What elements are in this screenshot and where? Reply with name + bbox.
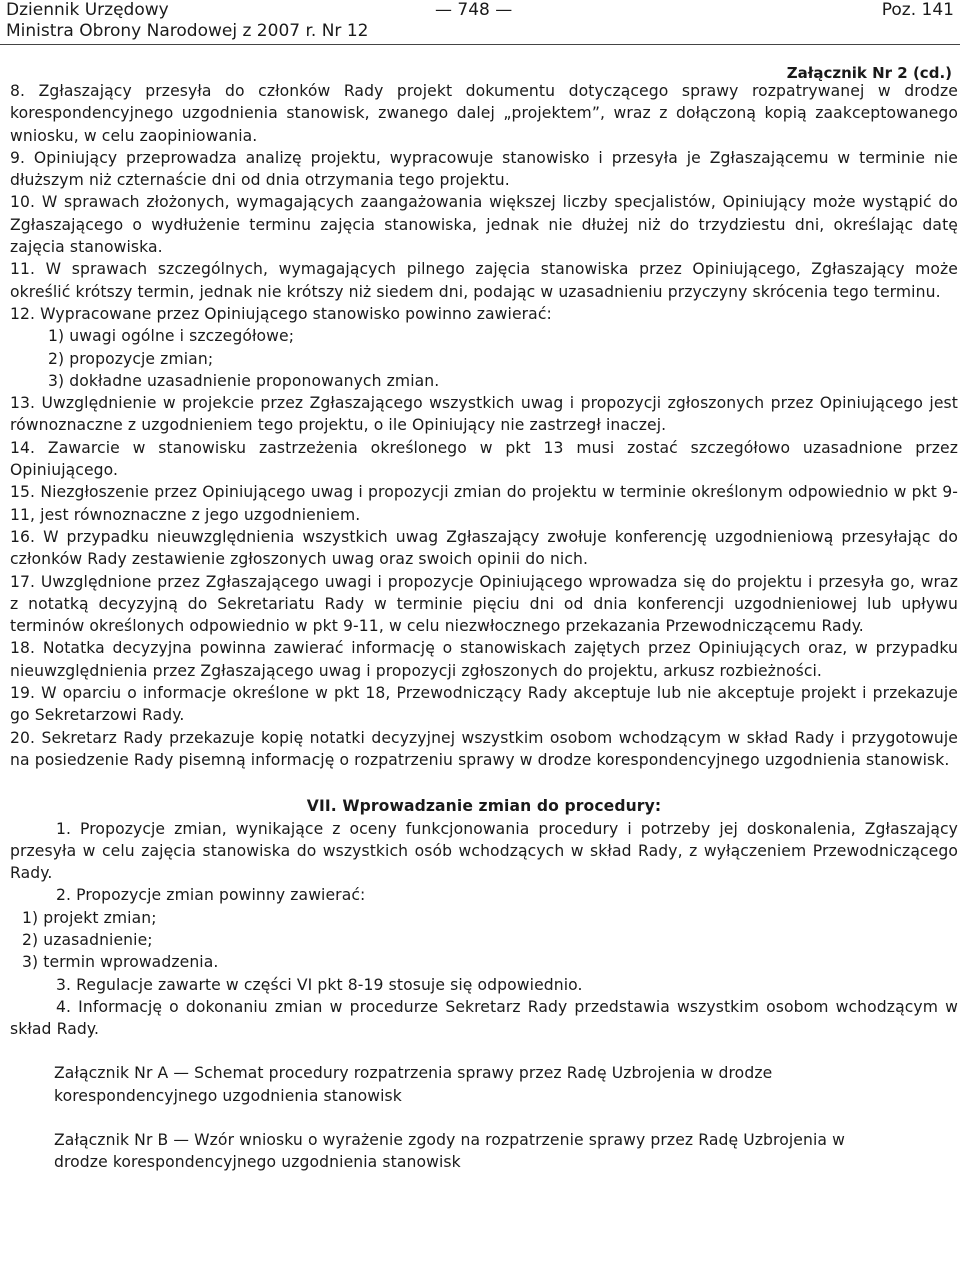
item-number: 10. xyxy=(10,193,36,212)
list-item xyxy=(10,80,958,147)
ministry-line: Ministra Obrony Narodowej z 2007 r. Nr 12 xyxy=(6,21,369,41)
item-text: Zgłaszający przesyła do członków Rady projekt dokumentu dotyczącego sprawy rozpatrywanej w drodze korespondencyjnego uzgodnienia stanowisk, zwanego dalej „projektem”, wraz z dołączoną kopią zaakceptowanego wniosku, w celu zaopiniowania. xyxy=(10,82,958,145)
section-paragraph: 1. Propozycje zmian, wynikające z oceny funkcjonowania procedury i potrzeby jej doskonalenia, Zgłaszający przesyła w celu zajęcia stanowiska do wszystkich osób wchodzących w skład Rady, z wyłączeniem Przewodniczącego Rady. xyxy=(10,819,958,883)
annex-reference-b: Załącznik Nr B — Wzór wniosku o wyrażenie zgody na rozpatrzenie sprawy przez Radę Uzbrojenia w drodze korespondencyjnego uzgodnienia stanowisk xyxy=(54,1131,845,1172)
item-text: W przypadku nieuwzględnienia wszystkich uwag Zgłaszający zwołuje konferencję uzgodnieniową przesyłając do członków Rady zestawienie zgłoszonych uwag oraz swoich opinii do nich. xyxy=(10,527,958,569)
item-text: Notatka decyzyjna powinna zawierać informację o stanowiskach zajętych przez Opiniujących oraz, w przypadku nieuwzględnienia przez Zgłaszającego uwag i propozycji zgłoszonych do projektu, arkusz rozbieżności. xyxy=(10,639,958,680)
page-number: — 748 — xyxy=(435,0,513,20)
section-list-item: 2) uzasadnienie; xyxy=(22,930,153,949)
section-list-item: 3) termin wprowadzenia. xyxy=(22,953,219,972)
section-title: VII. Wprowadzanie zmian do procedury: xyxy=(306,797,662,816)
document-body xyxy=(10,80,958,1174)
item-text: Opiniujący przeprowadza analizę projektu, wypracowuje stanowisko i przesyła je Zgłaszającemu w terminie nie dłuższym niż czternaście dni od dnia otrzymania tego projektu. xyxy=(10,148,958,190)
annex-label: Załącznik Nr 2 (cd.) xyxy=(786,64,952,82)
list-item xyxy=(10,258,958,303)
list-item xyxy=(10,481,958,526)
item-text: W oparciu o informacje określone w pkt 18, Przewodniczący Rady akceptuje lub nie akceptuje projekt i przekazuje go Sekretarzowi Rady. xyxy=(10,684,958,725)
item-number: 15. xyxy=(10,483,36,502)
item-number: 14. xyxy=(10,438,36,457)
list-item xyxy=(10,437,958,482)
item-number: 11. xyxy=(10,260,36,279)
list-item xyxy=(10,303,958,325)
list-item xyxy=(10,571,958,638)
item-number: 8. xyxy=(10,82,26,100)
item-number: 12. xyxy=(10,304,36,323)
item-text: Wypracowane przez Opiniującego stanowisko powinno zawierać: xyxy=(40,304,552,323)
journal-title: Dziennik Urzędowy xyxy=(6,0,169,20)
sub-item: 3) dokładne uzasadnienie proponowanych zmian. xyxy=(48,371,440,390)
item-text: Zawarcie w stanowisku zastrzeżenia określonego w pkt 13 musi zostać szczegółowo uzasadnione przez Opiniującego. xyxy=(10,438,958,480)
item-number: 17. xyxy=(10,572,36,591)
sub-item: 1) uwagi ogólne i szczegółowe; xyxy=(48,327,295,346)
item-text: Niezgłoszenie przez Opiniującego uwag i propozycji zmian do projektu w terminie określonym odpowiednio w pkt 9-11, jest równoznaczne z jego uzgodnieniem. xyxy=(10,483,958,524)
item-number: 20. xyxy=(10,728,36,747)
item-number: 13. xyxy=(10,394,36,413)
section-paragraph: 4. Informację o dokonaniu zmian w procedurze Sekretarz Rady przedstawia wszystkim osobom wchodzącym w skład Rady. xyxy=(10,997,958,1039)
section-paragraph: 2. Propozycje zmian powinny zawierać: xyxy=(56,886,366,905)
item-text: W sprawach szczególnych, wymagających pilnego zajęcia stanowiska przez Opiniującego, Zgłaszający może określić krótszy termin, jednak nie krótszy niż siedem dni, podając w uzasadnieniu przyczyny skrócenia tego terminu. xyxy=(10,260,958,301)
list-item xyxy=(10,727,958,772)
item-text: Uwzględnione przez Zgłaszającego uwagi i propozycje Opiniującego wprowadza się do projektu i przesyła go, wraz z notatką decyzyjną do Sekretariatu Rady w terminie pięciu dni od dnia konferencji uzgodnieniowej lub upływu terminów określonych odpowiednio w pkt 9-11, w celu niezwłocznego przekazania Przewodniczącemu Rady. xyxy=(10,572,958,636)
header-rule xyxy=(0,44,960,45)
item-number: 19. xyxy=(10,684,36,703)
item-number: 9. xyxy=(10,148,26,167)
list-item xyxy=(10,682,958,727)
list-item xyxy=(10,392,958,437)
position-number: Poz. 141 xyxy=(881,0,954,20)
item-text: Sekretarz Rady przekazuje kopię notatki decyzyjnej wszystkim osobom wchodzącym w skład Rady i przygotowuje na posiedzenie Rady pisemną informację o rozpatrzeniu sprawy w drodze korespondencyjnego uzgodnienia stanowisk. xyxy=(10,728,958,769)
list-item xyxy=(10,147,958,192)
item-text: Uwzględnienie w projekcie przez Zgłaszającego wszystkich uwag i propozycji zgłoszonych przez Opiniującego jest równoznaczne z uzgodnieniem tego projektu, o ile Opiniujący nie zastrzegł inaczej. xyxy=(10,394,958,435)
list-item xyxy=(10,191,958,258)
list-item xyxy=(10,637,958,682)
item-number: 16. xyxy=(10,527,36,546)
item-number: 18. xyxy=(10,639,36,658)
list-item xyxy=(10,526,958,571)
section-list-item: 1) projekt zmian; xyxy=(22,908,157,927)
section-paragraph: 3. Regulacje zawarte w części VI pkt 8-19 stosuje się odpowiednio. xyxy=(56,975,583,994)
sub-item: 2) propozycje zmian; xyxy=(48,349,214,368)
annex-reference-a: Załącznik Nr A — Schemat procedury rozpatrzenia sprawy przez Radę Uzbrojenia w drodze korespondencyjnego uzgodnienia stanowisk xyxy=(54,1064,773,1105)
item-text: W sprawach złożonych, wymagających zaangażowania większej liczby specjalistów, Opiniujący może wystąpić do Zgłaszającego o wydłużenie terminu zajęcia stanowiska, jednak nie dłużej niż do trzydziestu dni, określając datę zajęcia stanowiska. xyxy=(10,193,959,257)
